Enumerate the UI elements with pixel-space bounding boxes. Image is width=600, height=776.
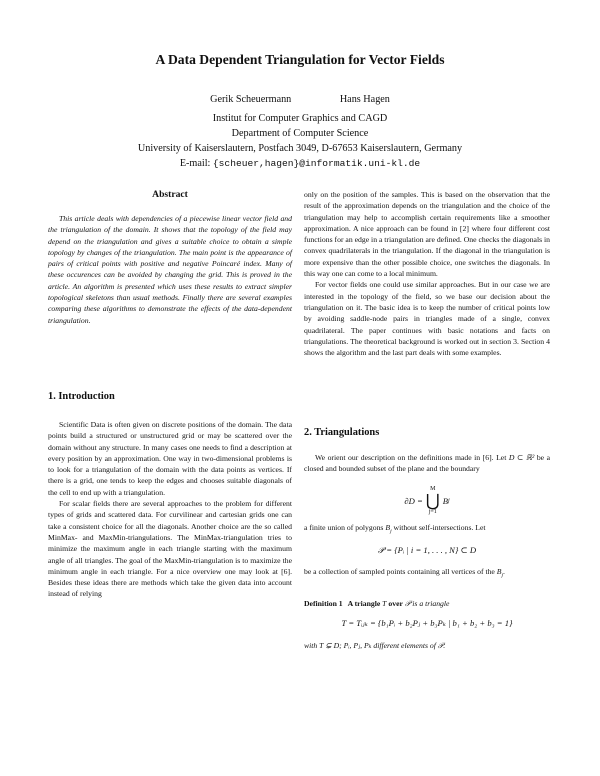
paragraph: For scalar fields there are several approaches to the problem for different types of grids and scattered data. For curvilinear and cartesian grids one can take a consistent choice for all the diagonals. Another choice are the so called MinMax- and MaxMin-triangulations. The MinMax-triangulation tries to minimize the maximum angle in each triangle starting with the maximum angle of all triangles. The goal of the MaxMin-triangulation is to maximize the minimum angle in each triangle. For a nice overview one may look at [6]. Besides these ideas there are methods which take the given data into account instead of relying <box>48 499 292 599</box>
equation-boundary <box>304 486 550 516</box>
section-heading-triangulations: 2. Triangulations <box>304 427 380 438</box>
definition-text: is a triangle <box>412 599 450 608</box>
definition-term: A triangle <box>347 599 381 608</box>
text-span: be a collection of sampled points containing all vertices of the <box>304 567 495 576</box>
equation-lhs: ∂D = <box>404 496 423 506</box>
union-operator: ⋃ <box>425 491 440 510</box>
definition-condition: with T ⊊ D; Pᵢ, Pⱼ, Pₖ different elements of 𝒫. <box>304 641 446 650</box>
subscript: j <box>501 572 504 579</box>
equation-subscript: j <box>447 498 450 504</box>
introduction-body <box>48 419 292 600</box>
triangulations-para3 <box>304 566 550 582</box>
abstract-text <box>48 213 292 326</box>
definition-term: over <box>388 599 403 608</box>
text-span: We orient our description on the definitions made in [6]. Let <box>315 453 507 462</box>
paragraph <box>304 522 550 538</box>
paper-title: A Data Dependent Triangulation for Vector Fields <box>155 52 445 67</box>
equation-rhs: B <box>442 496 448 506</box>
email-address[interactable]: {scheuer,hagen}@informatik.uni-kl.de <box>212 158 421 169</box>
union-upper-limit: M <box>430 486 436 492</box>
big-union <box>426 486 440 516</box>
affiliation-university: University of Kaiserslautern, Postfach 3049, D-67653 Kaiserslautern, Germany <box>137 143 463 154</box>
section-heading-introduction: 1. Introduction <box>48 391 115 402</box>
triangulations-intro <box>304 452 550 475</box>
affiliation-department: Department of Computer Science <box>231 128 369 139</box>
right-column-body <box>304 189 550 358</box>
inline-math: 𝒫 <box>404 599 411 608</box>
inline-math: B <box>496 567 502 576</box>
paragraph: only on the position of the samples. This is based on the observation that the result of the approximation depends on the triangulation and the choice of the triangulation may help to accomplish certain requirements like a smoother approximation. A nice approach can be found in [2] where four different cost functions for an edge in a triangulation are defined. One checks the diagonals in convex quadrilaterals in the triangulation. If the diagonal in the triangulation is more expensive than the other possible choice, one switches the diagonals. In this way one can come to a local minimum. <box>304 190 550 279</box>
equation-triangle: T = Tᵢⱼₖ = {b₁Pᵢ + b₂Pⱼ + b₃Pₖ | b₁ + b₂ + b₃ = 1} <box>341 618 513 628</box>
paragraph <box>304 452 550 475</box>
text-span: without self-intersections. Let <box>393 523 486 532</box>
affiliation-email <box>0 156 600 171</box>
author-name: Hans Hagen <box>339 94 390 105</box>
paragraph: Scientific Data is often given on discrete positions of the domain. The data points build a structured or unstructured grid or may be scattered over the domain without any structure. In many cases one needs to find a description at every position by an approximation. One way in two-dimensional problems is to look for a triangulation of the domain with the data points as vertices. If there is a grid, one tends to keep the edges and chooses suitable diagonals of the cell to end up with a triangulation. <box>48 420 292 497</box>
equation-point-set: 𝒫 = {Pᵢ | i = 1, . . . , N} ⊂ D <box>377 545 477 555</box>
union-lower-limit: j=1 <box>428 509 437 515</box>
text-span: . <box>503 567 505 576</box>
email-label: E-mail: <box>179 158 211 169</box>
paragraph <box>304 598 550 609</box>
inline-math: T <box>382 599 387 608</box>
triangulations-para2 <box>304 522 550 538</box>
text-span: be a closed and bounded subset of the plane and the boundary <box>304 453 551 474</box>
definition-label: Definition 1 <box>304 599 343 608</box>
abstract-heading: Abstract <box>152 189 188 200</box>
author-name: Gerik Scheuermann <box>210 94 292 105</box>
abstract-paragraph: This article deals with dependencies of a piecewise linear vector field and the triangulation of the domain. It shows that the topology of the field may depend on the triangulation and gives a suitable choice to obtain a simple topology by changes of the triangulation. The main point is the appearance of pairs of critical points with positive and negative Poincaré index. Many of these occurences can be avoided by changing the grid. This is proved in the article. An algorithm is presented which uses these results to extract simpler topological skeletons than usual methods. Finally there are several examples comparing these algorithms to demonstrate the effects of the data-dependent triangulation. <box>48 214 292 325</box>
inline-math: D ⊂ ℝ² <box>508 453 535 462</box>
text-span: a finite union of polygons <box>304 523 384 532</box>
paragraph <box>304 566 550 582</box>
inline-math: B <box>385 523 391 532</box>
author-list <box>0 94 600 105</box>
paragraph: For vector fields one could use similar approaches. But in our case we are interested in the topology of the field, so we base our decision about the triangulation on it. The basic idea is to keep the number of critical points low by avoiding saddle-node pairs in triangles made of a single, convex quadrilateral. The paper continues with basic notations and facts on triangulations. The theoretical background is worked out in section 3. Section 4 shows the algorithm and the last part deals with some examples. <box>304 280 550 358</box>
affiliation-institute: Institut for Computer Graphics and CAGD <box>212 113 388 124</box>
subscript: j <box>390 528 392 535</box>
definition-1 <box>304 598 550 609</box>
